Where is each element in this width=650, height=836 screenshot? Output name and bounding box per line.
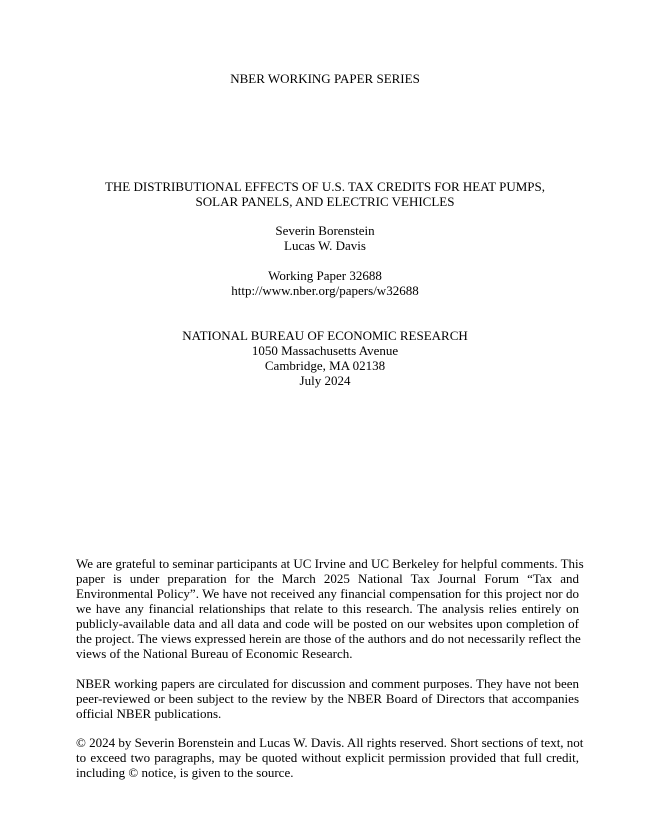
paper-url: http://www.nber.org/papers/w32688 <box>231 283 419 298</box>
acknowledgements-line: we have any financial relationships that relate to this research. The analysis relies entirely on <box>76 601 579 616</box>
acknowledgements-line: views of the National Bureau of Economic Research. <box>76 646 353 661</box>
institution-name: NATIONAL BUREAU OF ECONOMIC RESEARCH <box>182 328 468 343</box>
publication-date: July 2024 <box>299 373 351 388</box>
copyright-line: to exceed two paragraphs, may be quoted without explicit permission provided that full credit, <box>76 750 579 765</box>
acknowledgements-paragraph <box>76 556 584 661</box>
paper-title-line-2: SOLAR PANELS, AND ELECTRIC VEHICLES <box>195 194 455 209</box>
acknowledgements-line: paper is under preparation for the March 2025 National Tax Journal Forum “Tax and <box>76 571 579 586</box>
copyright-paragraph <box>76 735 584 780</box>
copyright-line: including © notice, is given to the source. <box>76 765 294 780</box>
disclaimer-line: official NBER publications. <box>76 706 222 721</box>
copyright-line: © 2024 by Severin Borenstein and Lucas W. Davis. All rights reserved. Short sections of text, not <box>76 735 584 750</box>
working-paper-number: Working Paper 32688 <box>268 268 382 283</box>
acknowledgements-line: the project. The views expressed herein are those of the authors and do not necessarily reflect the <box>76 631 581 646</box>
disclaimer-line: NBER working papers are circulated for discussion and comment purposes. They have not been <box>76 676 579 691</box>
disclaimer-paragraph <box>76 676 579 721</box>
institution-street: 1050 Massachusetts Avenue <box>251 343 399 358</box>
disclaimer-line: peer-reviewed or been subject to the review by the NBER Board of Directors that accompanies <box>76 691 579 706</box>
paper-title-line-1: THE DISTRIBUTIONAL EFFECTS OF U.S. TAX CREDITS FOR HEAT PUMPS, <box>104 179 546 194</box>
acknowledgements-line: Environmental Policy”. We have not received any financial compensation for this project nor do <box>76 586 579 601</box>
series-heading: NBER WORKING PAPER SERIES <box>230 71 420 86</box>
acknowledgements-line: publicly-available data and all data and code will be posted on our websites upon completion of <box>76 616 579 631</box>
institution-city: Cambridge, MA 02138 <box>264 358 386 373</box>
author-2: Lucas W. Davis <box>284 238 366 253</box>
acknowledgements-line: We are grateful to seminar participants at UC Irvine and UC Berkeley for helpful comments. This <box>76 556 584 571</box>
author-1: Severin Borenstein <box>275 223 375 238</box>
